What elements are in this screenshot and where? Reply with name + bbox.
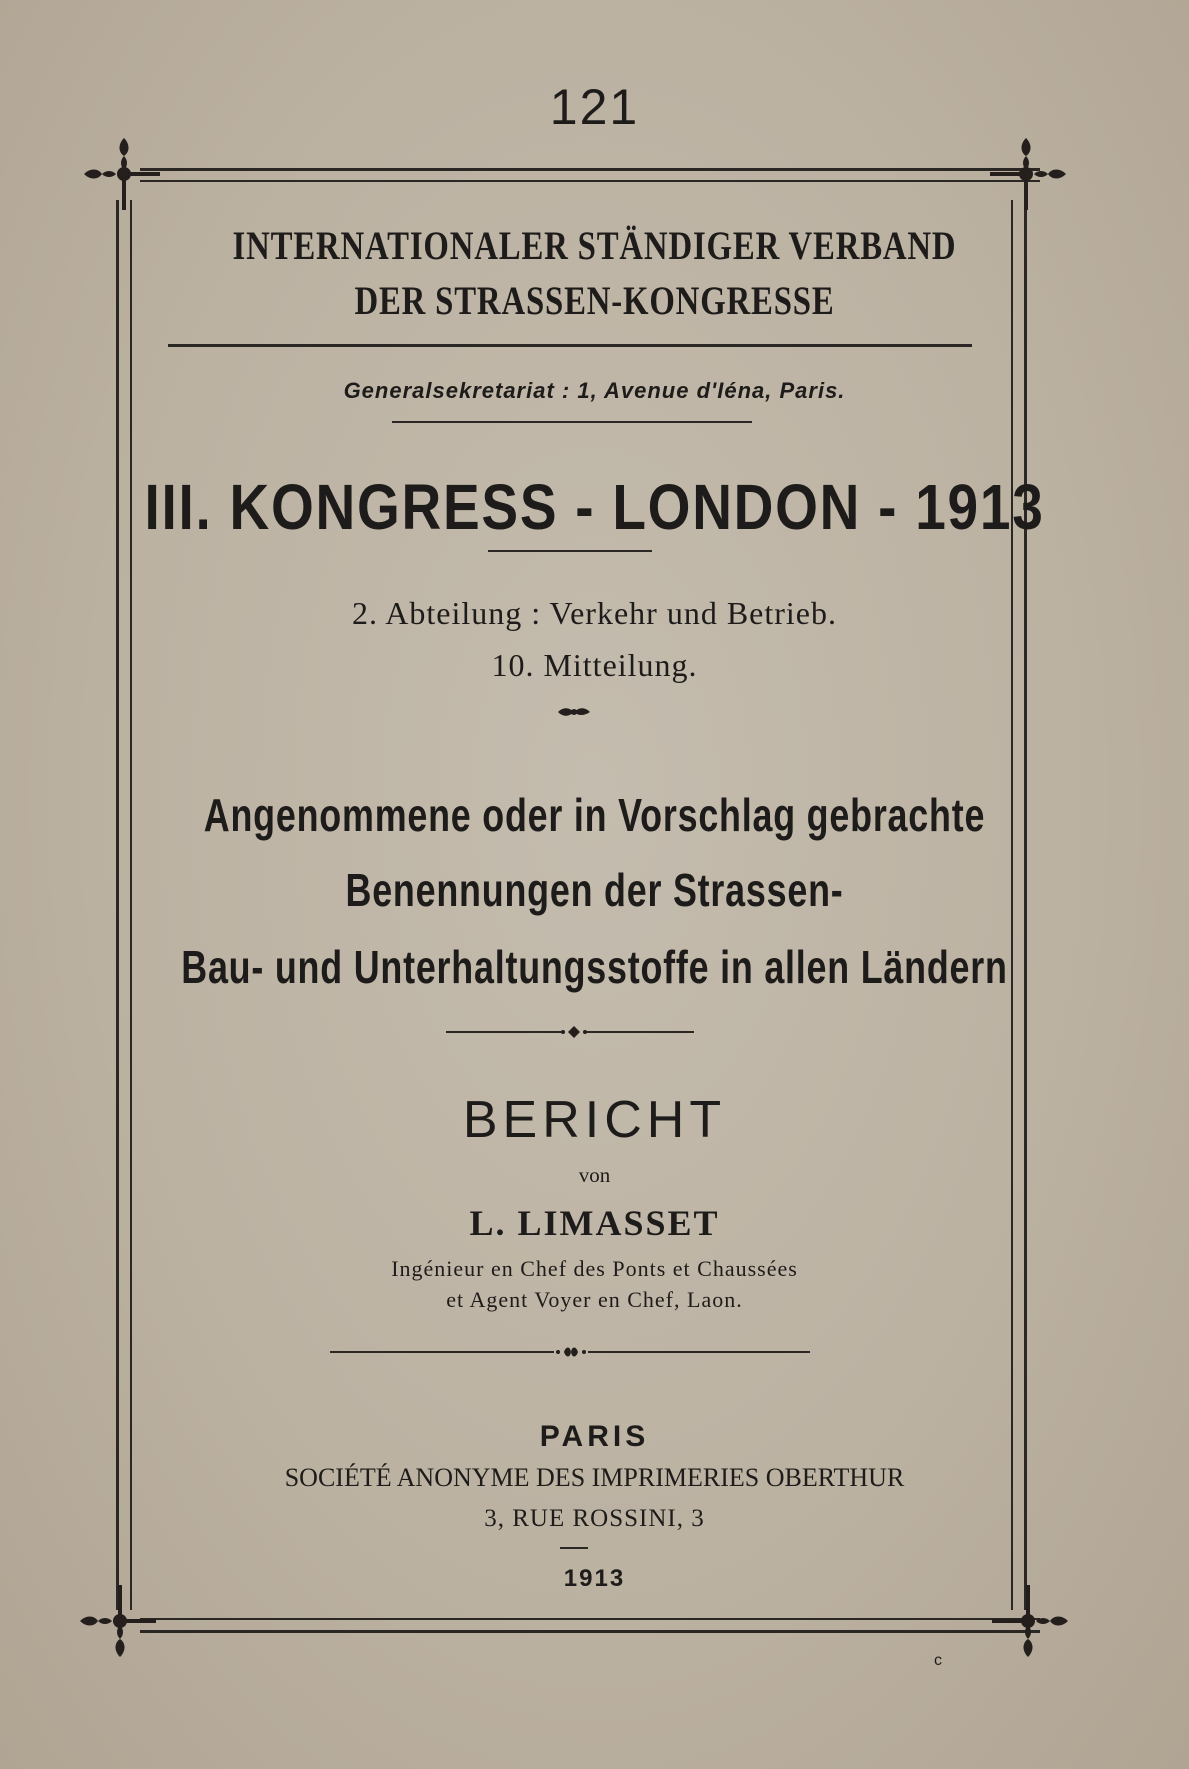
subject-divider-right <box>586 1031 694 1033</box>
report-by: von <box>578 1163 611 1187</box>
secretariat-divider <box>392 421 752 423</box>
imprint-year: 1913 <box>563 1565 626 1592</box>
page-number: 121 <box>549 79 640 135</box>
corner-ornament-top-right-icon <box>990 130 1070 210</box>
imprint-publisher: SOCIÉTÉ ANONYME DES IMPRIMERIES OBERTHUR <box>284 1463 905 1492</box>
frame-top-rule-outer <box>140 168 1040 171</box>
corner-ornament-top-left-icon <box>80 130 160 210</box>
author-title-line2: et Agent Voyer en Chef, Laon. <box>446 1287 743 1312</box>
frame-top-rule-inner <box>140 180 1040 182</box>
fleuron-ornament-icon <box>556 704 592 720</box>
author-divider-left <box>330 1351 554 1353</box>
imprint-address: 3, RUE ROSSINI, 3 <box>484 1505 705 1532</box>
organization-name-line2: DER STRASSEN-KONGRESSE <box>354 278 835 323</box>
corner-ornament-bottom-left-icon <box>76 1585 156 1665</box>
organization-divider <box>168 344 972 347</box>
report-author: L. LIMASSET <box>469 1203 720 1243</box>
frame-left-rule-outer <box>116 200 119 1610</box>
subject-line2: Benennungen der Strassen- <box>345 864 844 916</box>
divider-diamond-icon <box>560 1024 588 1040</box>
congress-communication: 10. Mitteilung. <box>491 647 698 683</box>
organization-name-line1: INTERNATIONALER STÄNDIGER VERBAND <box>232 223 957 268</box>
congress-title-underline <box>488 550 652 552</box>
subject-line1: Angenommene oder in Vorschlag gebrachte <box>203 789 986 841</box>
frame-bottom-rule-outer <box>140 1630 1040 1633</box>
report-heading: BERICHT <box>462 1091 727 1149</box>
author-divider-right <box>588 1351 810 1353</box>
subject-line3: Bau- und Unterhaltungsstoffe in allen Ländern <box>181 941 1008 993</box>
corner-ornament-bottom-right-icon <box>992 1585 1072 1665</box>
congress-section: 2. Abteilung : Verkehr und Betrieb. <box>352 595 837 631</box>
subject-divider-left <box>446 1031 562 1033</box>
imprint-dash <box>560 1547 588 1549</box>
author-title-line1: Ingénieur en Chef des Ponts et Chaussées <box>391 1256 798 1281</box>
divider-ornament-icon <box>554 1343 588 1361</box>
secretariat-address: Generalsekretariat : 1, Avenue d'Iéna, Paris. <box>343 378 846 403</box>
imprint-city: PARIS <box>539 1420 650 1453</box>
margin-mark: c <box>934 1652 942 1669</box>
congress-title: III. KONGRESS - LONDON - 1913 <box>144 471 1045 543</box>
frame-bottom-rule-inner <box>140 1618 1040 1620</box>
